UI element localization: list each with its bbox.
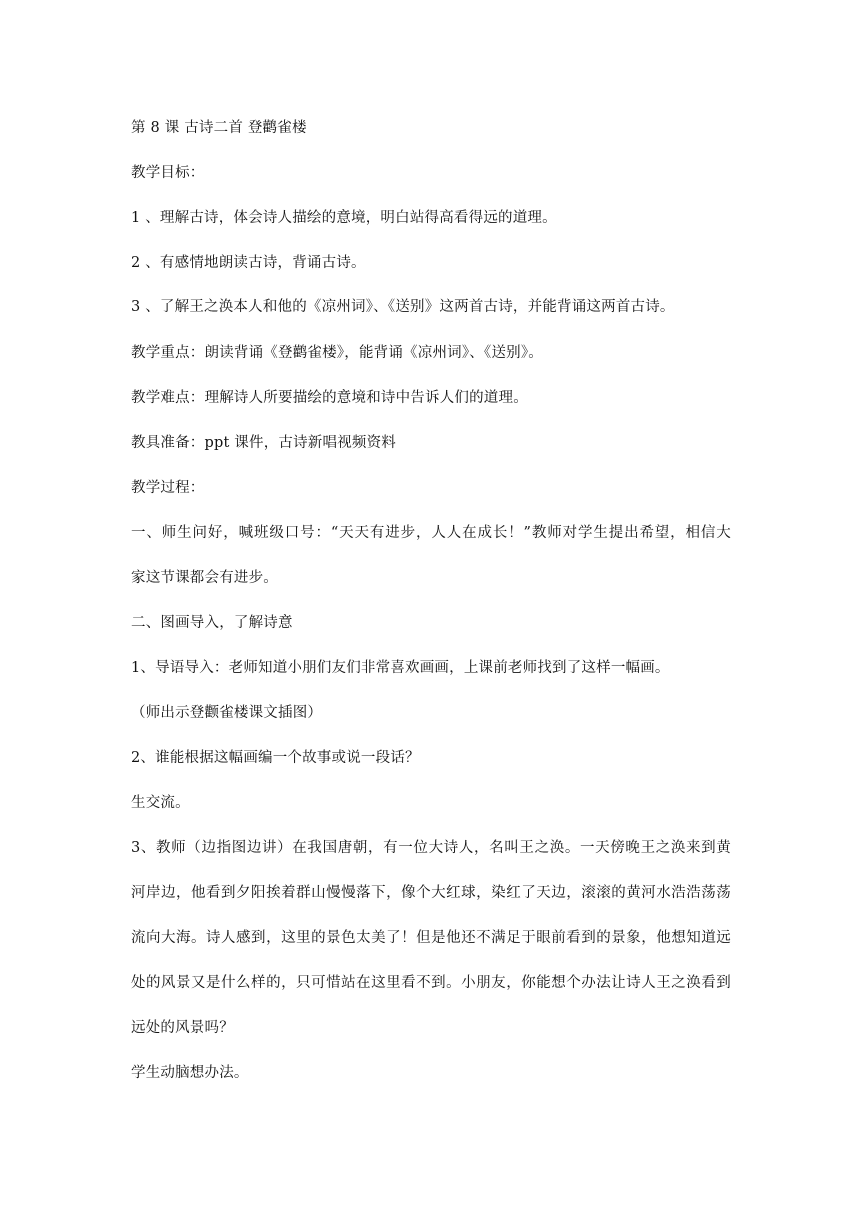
step2-item: 2、谁能根据这幅画编一个故事或说一段话？ xyxy=(131,750,420,766)
step2-item3-line: 河岸边，他看到夕阳挨着群山慢慢落下，像个大红球，染红了天边，滚滚的黄河水浩浩荡荡 xyxy=(131,885,731,901)
objective-item: 2 、有感情地朗读古诗，背诵古诗。 xyxy=(131,255,366,271)
step2-heading: 二、图画导入，了解诗意 xyxy=(131,615,293,631)
step2-item: 生交流。 xyxy=(131,795,190,811)
difficulties: 教学难点：理解诗人所要描绘的意境和诗中告诉人们的道理。 xyxy=(131,390,528,406)
step2-item3-line: 远处的风景吗？ xyxy=(131,1020,234,1036)
step2-item3-line: 处的风景又是什么样的，只可惜站在这里看不到。小朋友，你能想个办法让诗人王之涣看到 xyxy=(131,975,731,991)
materials: 教具准备：ppt 课件，古诗新唱视频资料 xyxy=(131,435,396,451)
student-action: 学生动脑想办法。 xyxy=(131,1065,249,1081)
objective-item: 1 、理解古诗，体会诗人描绘的意境，明白站得高看得远的道理。 xyxy=(131,210,557,226)
objective-item: 3 、了解王之涣本人和他的《凉州词》、《送别》这两首古诗，并能背诵这两首古诗。 xyxy=(131,299,675,315)
step2-item: （师出示登颧雀楼课文插图） xyxy=(131,705,323,721)
step2-item3-line: 流向大海。诗人感到，这里的景色太美了！但是他还不满足于眼前看到的景象，他想知道远 xyxy=(131,930,731,946)
objectives-heading: 教学目标： xyxy=(131,165,205,181)
step2-item: 1、导语导入：老师知道小朋们友们非常喜欢画画，上课前老师找到了这样一幅画。 xyxy=(131,660,670,676)
step1-line: 一、师生问好，喊班级口号：“天天有进步，人人在成长！”教师对学生提出希望，相信大 xyxy=(131,525,731,541)
lesson-title: 第 8 课 古诗二首 登鹳雀楼 xyxy=(131,120,307,136)
step2-item3-line: 3、教师（边指图边讲）在我国唐朝，有一位大诗人，名叫王之涣。一天傍晚王之涣来到黄 xyxy=(131,840,731,856)
step1-line: 家这节课都会有进步。 xyxy=(131,570,278,586)
key-points: 教学重点：朗读背诵《登鹳雀楼》，能背诵《凉州词》、《送别》。 xyxy=(131,345,543,361)
process-heading: 教学过程： xyxy=(131,480,205,496)
